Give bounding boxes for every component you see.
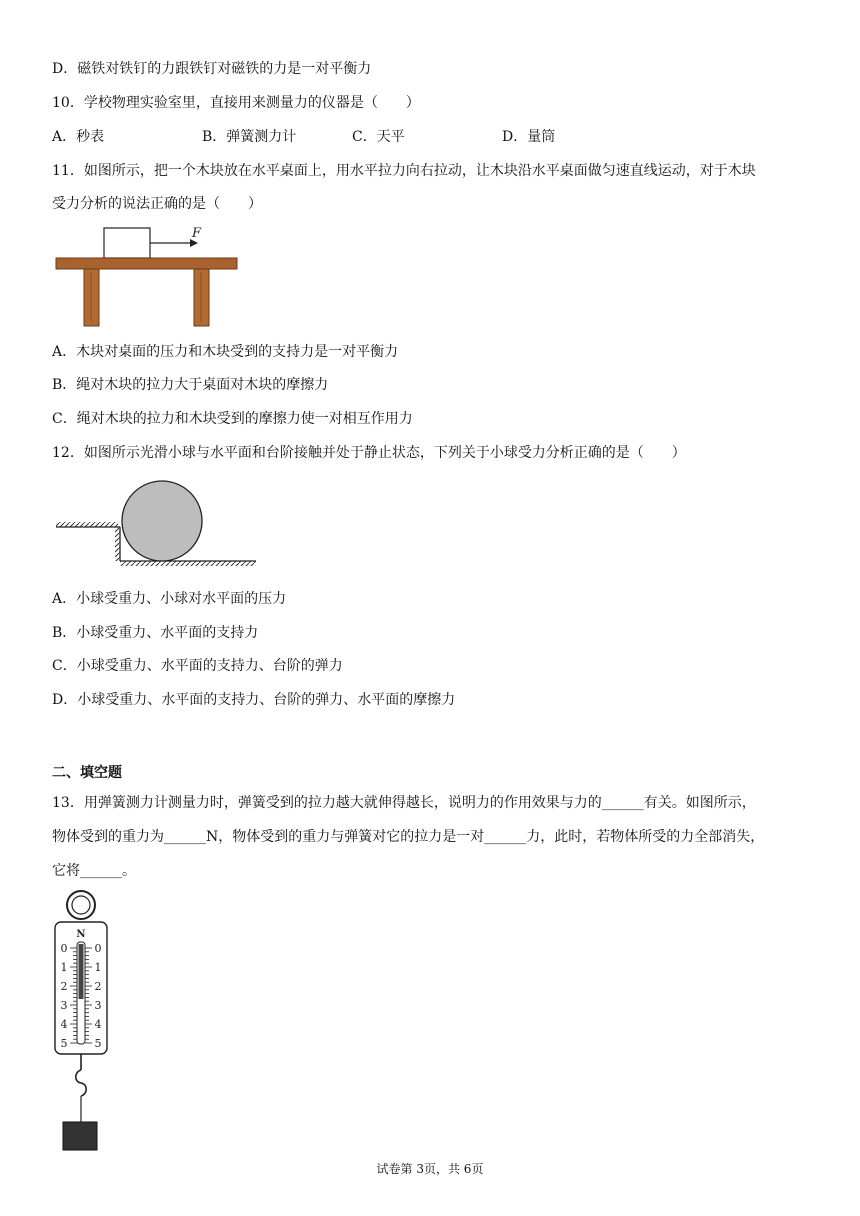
q13-line3: 它将______。 <box>52 863 136 879</box>
q11-option-c: C．绳对木块的拉力和木块受到的摩擦力使一对相互作用力 <box>52 411 413 427</box>
force-label: F <box>192 226 202 241</box>
q11-table-figure <box>54 224 240 328</box>
scale-tick-label-left: 0 <box>60 942 68 955</box>
q11-stem-line1: 11．如图所示，把一个木块放在水平桌面上，用水平拉力向右拉动，让木块沿水平桌面做匀速直线运动，对于木块 <box>52 163 756 179</box>
page-footer: 试卷第 3页，共 6页 <box>376 1162 484 1176</box>
q13-spring-scale-figure <box>50 888 112 1154</box>
scale-tick-label-left: 2 <box>60 980 68 993</box>
scale-tick-label-left: 1 <box>60 961 68 974</box>
q11-stem-line2: 受力分析的说法正确的是（ ） <box>52 196 262 212</box>
scale-tick-label-right: 1 <box>94 961 102 974</box>
scale-tick-label-right: 0 <box>94 942 102 955</box>
section-title: 二、填空题 <box>52 765 122 781</box>
q11-option-a: A．木块对桌面的压力和木块受到的支持力是一对平衡力 <box>52 344 399 360</box>
scale-tick-label-right: 5 <box>94 1037 102 1050</box>
tabletop <box>56 258 237 269</box>
q12-option-a: A．小球受重力、小球对水平面的压力 <box>52 591 287 607</box>
scale-tick-label-right: 2 <box>94 980 102 993</box>
scale-hook <box>76 1070 87 1096</box>
q13-line2: 物体受到的重力为______N，物体受到的重力与弹簧对它的拉力是一对______力，此时，若物体所受的力全部消失， <box>52 829 765 845</box>
q10-option-d: D．量筒 <box>502 129 556 145</box>
ball <box>122 481 202 561</box>
scale-tick-label-right: 3 <box>94 999 102 1012</box>
scale-tick-label-left: 5 <box>60 1037 68 1050</box>
scale-tick-label-left: 3 <box>60 999 68 1012</box>
q13-line1: 13．用弹簧测力计测量力时，弹簧受到的拉力越大就伸得越长，说明力的作用效果与力的______有关。如图所示， <box>52 795 756 811</box>
hanging-weight <box>63 1122 97 1150</box>
scale-tick-label-left: 4 <box>60 1018 68 1031</box>
q12-option-c: C．小球受重力、水平面的支持力、台阶的弹力 <box>52 658 343 674</box>
q12-ball-figure <box>54 478 260 570</box>
q10-option-a: A．秒表 <box>52 129 105 145</box>
scale-unit-label: N <box>76 929 86 940</box>
q9-option-d: D．磁铁对铁钉的力跟铁钉对磁铁的力是一对平衡力 <box>52 61 372 77</box>
q10-option-c: C．天平 <box>352 129 405 145</box>
q12-option-d: D．小球受重力、水平面的支持力、台阶的弹力、水平面的摩擦力 <box>52 692 456 708</box>
q10-stem: 10．学校物理实验室里，直接用来测量力的仪器是（ ） <box>52 95 420 111</box>
scale-tick-label-right: 4 <box>94 1018 102 1031</box>
scale-ring <box>67 891 95 919</box>
scale-indicator <box>79 944 84 999</box>
q12-stem: 12．如图所示光滑小球与水平面和台阶接触并处于静止状态，下列关于小球受力分析正确的是（ ） <box>52 445 686 461</box>
wood-block <box>104 228 150 258</box>
q11-option-b: B．绳对木块的拉力大于桌面对木块的摩擦力 <box>52 377 329 393</box>
q12-option-b: B．小球受重力、水平面的支持力 <box>52 625 259 641</box>
q10-option-b: B．弹簧测力计 <box>202 129 297 145</box>
